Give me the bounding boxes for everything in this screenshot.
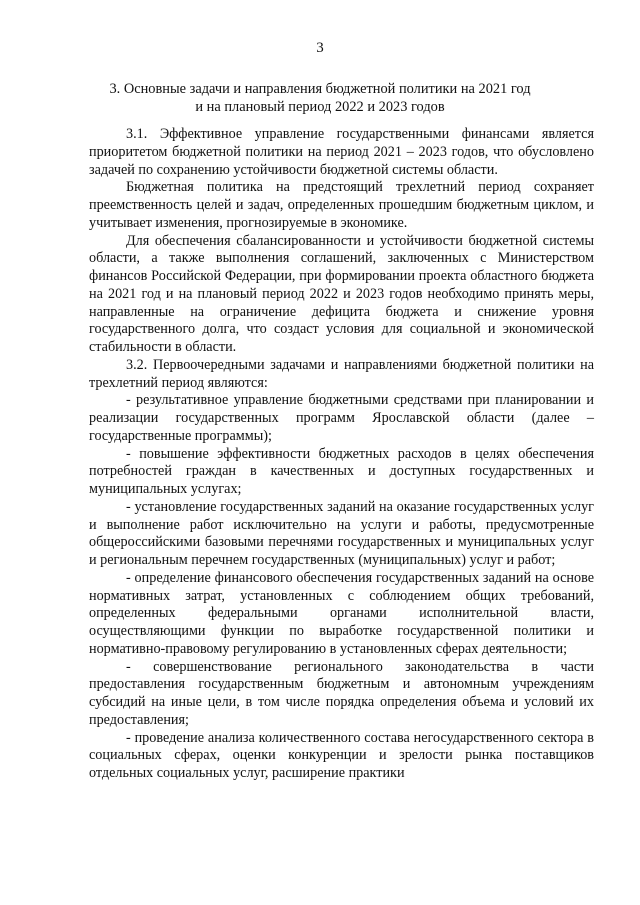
paragraph: Бюджетная политика на предстоящий трехлетний период сохраняет преемственность целей и задач, определенных прошедшим бюджетным циклом, и учитывает изменения, прогнозируемые в экономике. — [89, 179, 594, 231]
section-heading-line-1: 3. Основные задачи и направления бюджетной политики на 2021 год — [109, 81, 531, 97]
list-item: - проведение анализа количественного состава негосударственного сектора в социальных сферах, оценки конкуренции и зрелости рынка поставщиков отдельных социальных услуг, расширение практики — [89, 729, 594, 781]
paragraph: Для обеспечения сбалансированности и устойчивости бюджетной системы области, а также выполнения соглашений, заключенных с Министерством финансов Российской Федерации, при формировании проекта областного бюджета на 2021 год и на плановый период 2022 и 2023 годов необходимо принять меры, направленные на ограничение дефицита бюджета и снижение уровня государственного долга, что создаст условия для социальной и экономической стабильности в области. — [89, 232, 594, 355]
section-heading — [90, 80, 550, 116]
document-body — [89, 126, 594, 783]
list-item: - результативное управление бюджетными средствами при планировании и реализации государственных программ Ярославской области (далее – государственные программы); — [89, 392, 594, 444]
page-number: 3 — [316, 40, 324, 56]
list-item: - совершенствование регионального законодательства в части предоставления государственным бюджетным и автономным учреждениям субсидий на иные цели, в том числе порядка определения объема и условий их предоставления; — [89, 658, 594, 728]
list-item: - установление государственных заданий на оказание государственных услуг и выполнение работ исключительно на услуги и работы, предусмотренные общероссийскими базовыми перечнями государственных и муниципальных услуг и региональным перечнем государственных (муниципальных) услуг и работ; — [89, 498, 594, 568]
paragraph: 3.2. Первоочередными задачами и направлениями бюджетной политики на трехлетний период являются: — [89, 356, 594, 391]
list-item: - определение финансового обеспечения государственных заданий на основе нормативных затрат, установленных с соблюдением общих требований, определенных федеральными органами исполнительной власти, осуществляющими функции по выработке государственной политики и нормативно-правовому регулированию в установленных сферах деятельности; — [89, 569, 594, 657]
list-item: - повышение эффективности бюджетных расходов в целях обеспечения потребностей граждан в качественных и доступных государственных и муниципальных услугах; — [89, 445, 594, 497]
section-heading-line-2: и на плановый период 2022 и 2023 годов — [195, 99, 445, 115]
paragraph: 3.1. Эффективное управление государственными финансами является приоритетом бюджетной политики на период 2021 – 2023 годов, что обусловлено задачей по сохранению устойчивости бюджетной системы области. — [89, 126, 594, 178]
